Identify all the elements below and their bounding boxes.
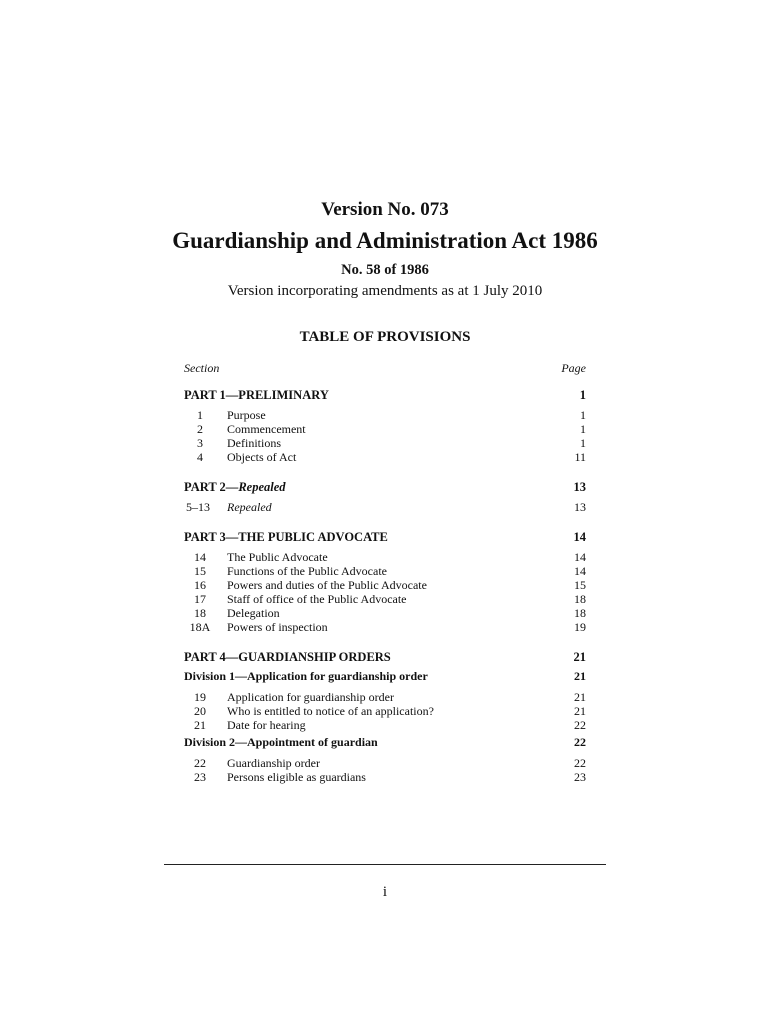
toc-entry[interactable] [184, 690, 586, 704]
toc-entry[interactable] [184, 704, 586, 718]
toc-entry[interactable] [184, 606, 586, 620]
section-page: 19 [574, 620, 586, 634]
part-page: 1 [579, 388, 586, 402]
section-title: Powers and duties of the Public Advocate [227, 578, 427, 592]
section-title: Guardianship order [227, 756, 320, 770]
page-column-label: Page [561, 361, 586, 375]
part-title: PART 4—GUARDIANSHIP ORDERS [184, 650, 391, 664]
amendment-note: Version incorporating amendments as at 1 July 2010 [227, 283, 543, 299]
act-title: Guardianship and Administration Act 1986 [172, 228, 598, 253]
part-title: PART 2—Repealed [184, 480, 286, 494]
toc-entry[interactable] [184, 592, 586, 606]
act-number: No. 58 of 1986 [341, 262, 429, 278]
toc-entry[interactable] [184, 770, 586, 784]
section-page: 1 [580, 436, 586, 450]
division-page: 21 [574, 669, 586, 683]
part-title: PART 1—PRELIMINARY [184, 388, 329, 402]
section-title: Persons eligible as guardians [227, 770, 366, 784]
toc-entry[interactable] [184, 718, 586, 732]
section-title: Staff of office of the Public Advocate [227, 592, 407, 606]
division-page: 22 [574, 735, 586, 749]
section-number: 18A [189, 620, 211, 634]
toc-entry[interactable] [184, 422, 586, 436]
section-title: Commencement [227, 422, 306, 436]
toc-entry[interactable] [184, 578, 586, 592]
section-number: 2 [197, 422, 203, 436]
toc-entry[interactable] [184, 450, 586, 464]
section-column-label: Section [184, 361, 220, 375]
section-title: Application for guardianship order [227, 690, 394, 704]
table-of-provisions [184, 386, 586, 784]
section-title: Repealed [227, 500, 272, 514]
section-number: 22 [194, 756, 206, 770]
version-number: Version No. 073 [321, 199, 449, 220]
section-number: 1 [197, 408, 203, 422]
toc-entry[interactable] [184, 500, 586, 514]
section-page: 13 [574, 500, 586, 514]
section-title: Functions of the Public Advocate [227, 564, 387, 578]
toc-part-2[interactable] [184, 478, 586, 496]
section-page: 22 [574, 718, 586, 732]
toc-entry[interactable] [184, 564, 586, 578]
section-title: Definitions [227, 436, 281, 450]
section-page: 1 [580, 422, 586, 436]
section-number: 20 [194, 704, 206, 718]
toc-division-2[interactable] [184, 732, 586, 752]
part-page: 13 [573, 480, 586, 494]
section-number: 21 [194, 718, 206, 732]
toc-entry[interactable] [184, 620, 586, 634]
toc-entry[interactable] [184, 408, 586, 422]
section-page: 15 [574, 578, 586, 592]
part-page: 21 [573, 650, 586, 664]
section-page: 14 [574, 550, 586, 564]
section-title: Who is entitled to notice of an application? [227, 704, 434, 718]
toc-part-4[interactable] [184, 648, 586, 666]
part-title: PART 3—THE PUBLIC ADVOCATE [184, 530, 388, 544]
section-title: Objects of Act [227, 450, 297, 464]
toc-heading: TABLE OF PROVISIONS [299, 329, 471, 345]
section-page: 21 [574, 690, 586, 704]
section-number: 3 [197, 436, 203, 450]
section-title: The Public Advocate [227, 550, 328, 564]
toc-entry[interactable] [184, 436, 586, 450]
toc-part-1[interactable] [184, 386, 586, 404]
section-title: Purpose [227, 408, 266, 422]
toc-division-1[interactable] [184, 666, 586, 686]
section-number: 19 [194, 690, 206, 704]
section-page: 11 [574, 450, 586, 464]
section-number: 14 [194, 550, 206, 564]
section-title: Powers of inspection [227, 620, 328, 634]
toc-entry[interactable] [184, 550, 586, 564]
section-number: 4 [197, 450, 203, 464]
section-page: 23 [574, 770, 586, 784]
section-page: 22 [574, 756, 586, 770]
section-number: 5–13 [186, 500, 210, 514]
toc-entry[interactable] [184, 756, 586, 770]
section-number: 18 [194, 606, 206, 620]
section-number: 16 [194, 578, 206, 592]
section-page: 18 [574, 592, 586, 606]
section-number: 15 [194, 564, 206, 578]
section-number: 17 [194, 592, 206, 606]
part-page: 14 [573, 530, 586, 544]
division-title: Division 2—Appointment of guardian [184, 735, 378, 749]
toc-part-3[interactable] [184, 528, 586, 546]
page-number: i [382, 884, 388, 900]
footer-divider [164, 864, 606, 865]
section-page: 18 [574, 606, 586, 620]
section-page: 14 [574, 564, 586, 578]
section-title: Date for hearing [227, 718, 306, 732]
division-title: Division 1—Application for guardianship order [184, 669, 428, 683]
section-page: 1 [580, 408, 586, 422]
section-title: Delegation [227, 606, 280, 620]
section-page: 21 [574, 704, 586, 718]
section-number: 23 [194, 770, 206, 784]
